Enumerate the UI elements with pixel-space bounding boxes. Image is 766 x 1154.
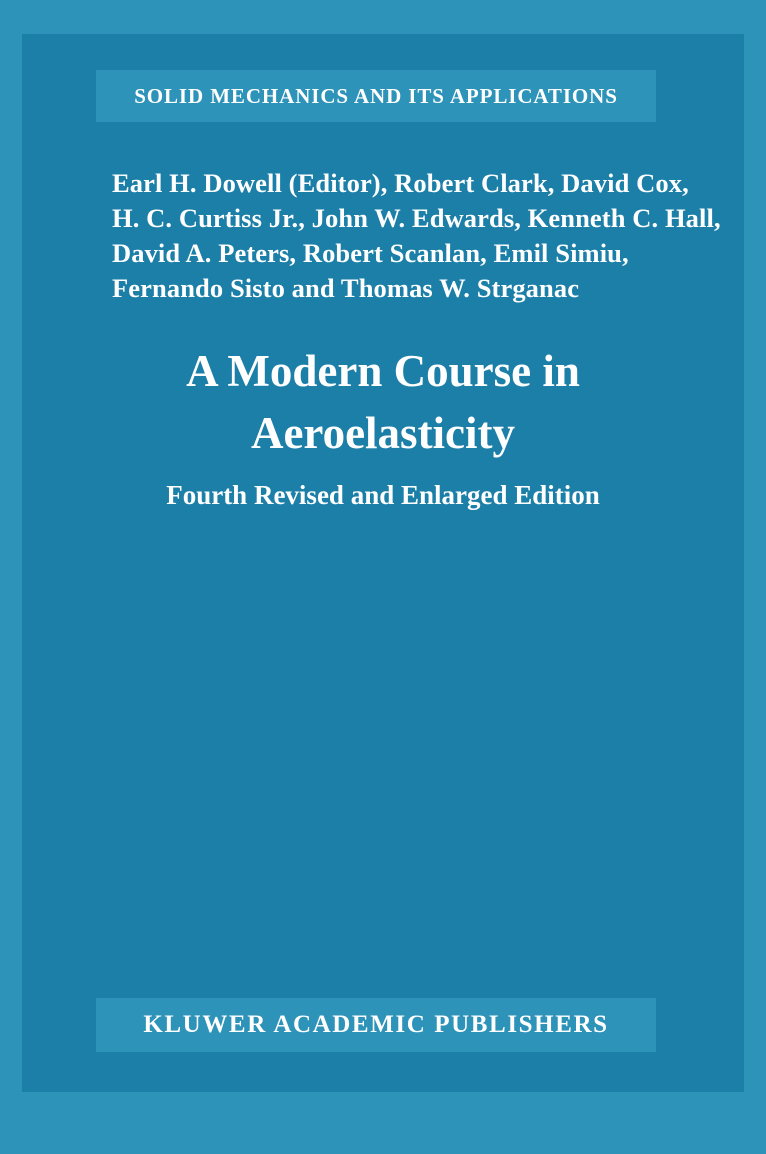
publisher-name: KLUWER ACADEMIC PUBLISHERS — [143, 1011, 609, 1038]
cover-frame-left — [0, 0, 22, 1154]
author-line-1: Earl H. Dowell (Editor), Robert Clark, David Cox, — [112, 168, 689, 198]
author-line-4: Fernando Sisto and Thomas W. Strganac — [112, 273, 580, 303]
book-title — [0, 340, 766, 464]
book-subtitle: Fourth Revised and Enlarged Edition — [166, 480, 600, 510]
publisher-band — [96, 998, 656, 1052]
author-line-2: H. C. Curtiss Jr., John W. Edwards, Kenneth C. Hall, — [112, 203, 721, 233]
book-title-line-2: Aeroelasticity — [250, 408, 516, 458]
author-list — [112, 166, 721, 306]
cover-frame-right — [744, 0, 766, 1154]
cover-frame-top — [0, 0, 766, 34]
series-band — [96, 70, 656, 122]
book-title-line-1: A Modern Course in — [186, 346, 580, 396]
cover-frame-bottom — [0, 1092, 766, 1154]
author-line-3: David A. Peters, Robert Scanlan, Emil Simiu, — [112, 238, 629, 268]
series-title: SOLID MECHANICS AND ITS APPLICATIONS — [134, 83, 618, 108]
